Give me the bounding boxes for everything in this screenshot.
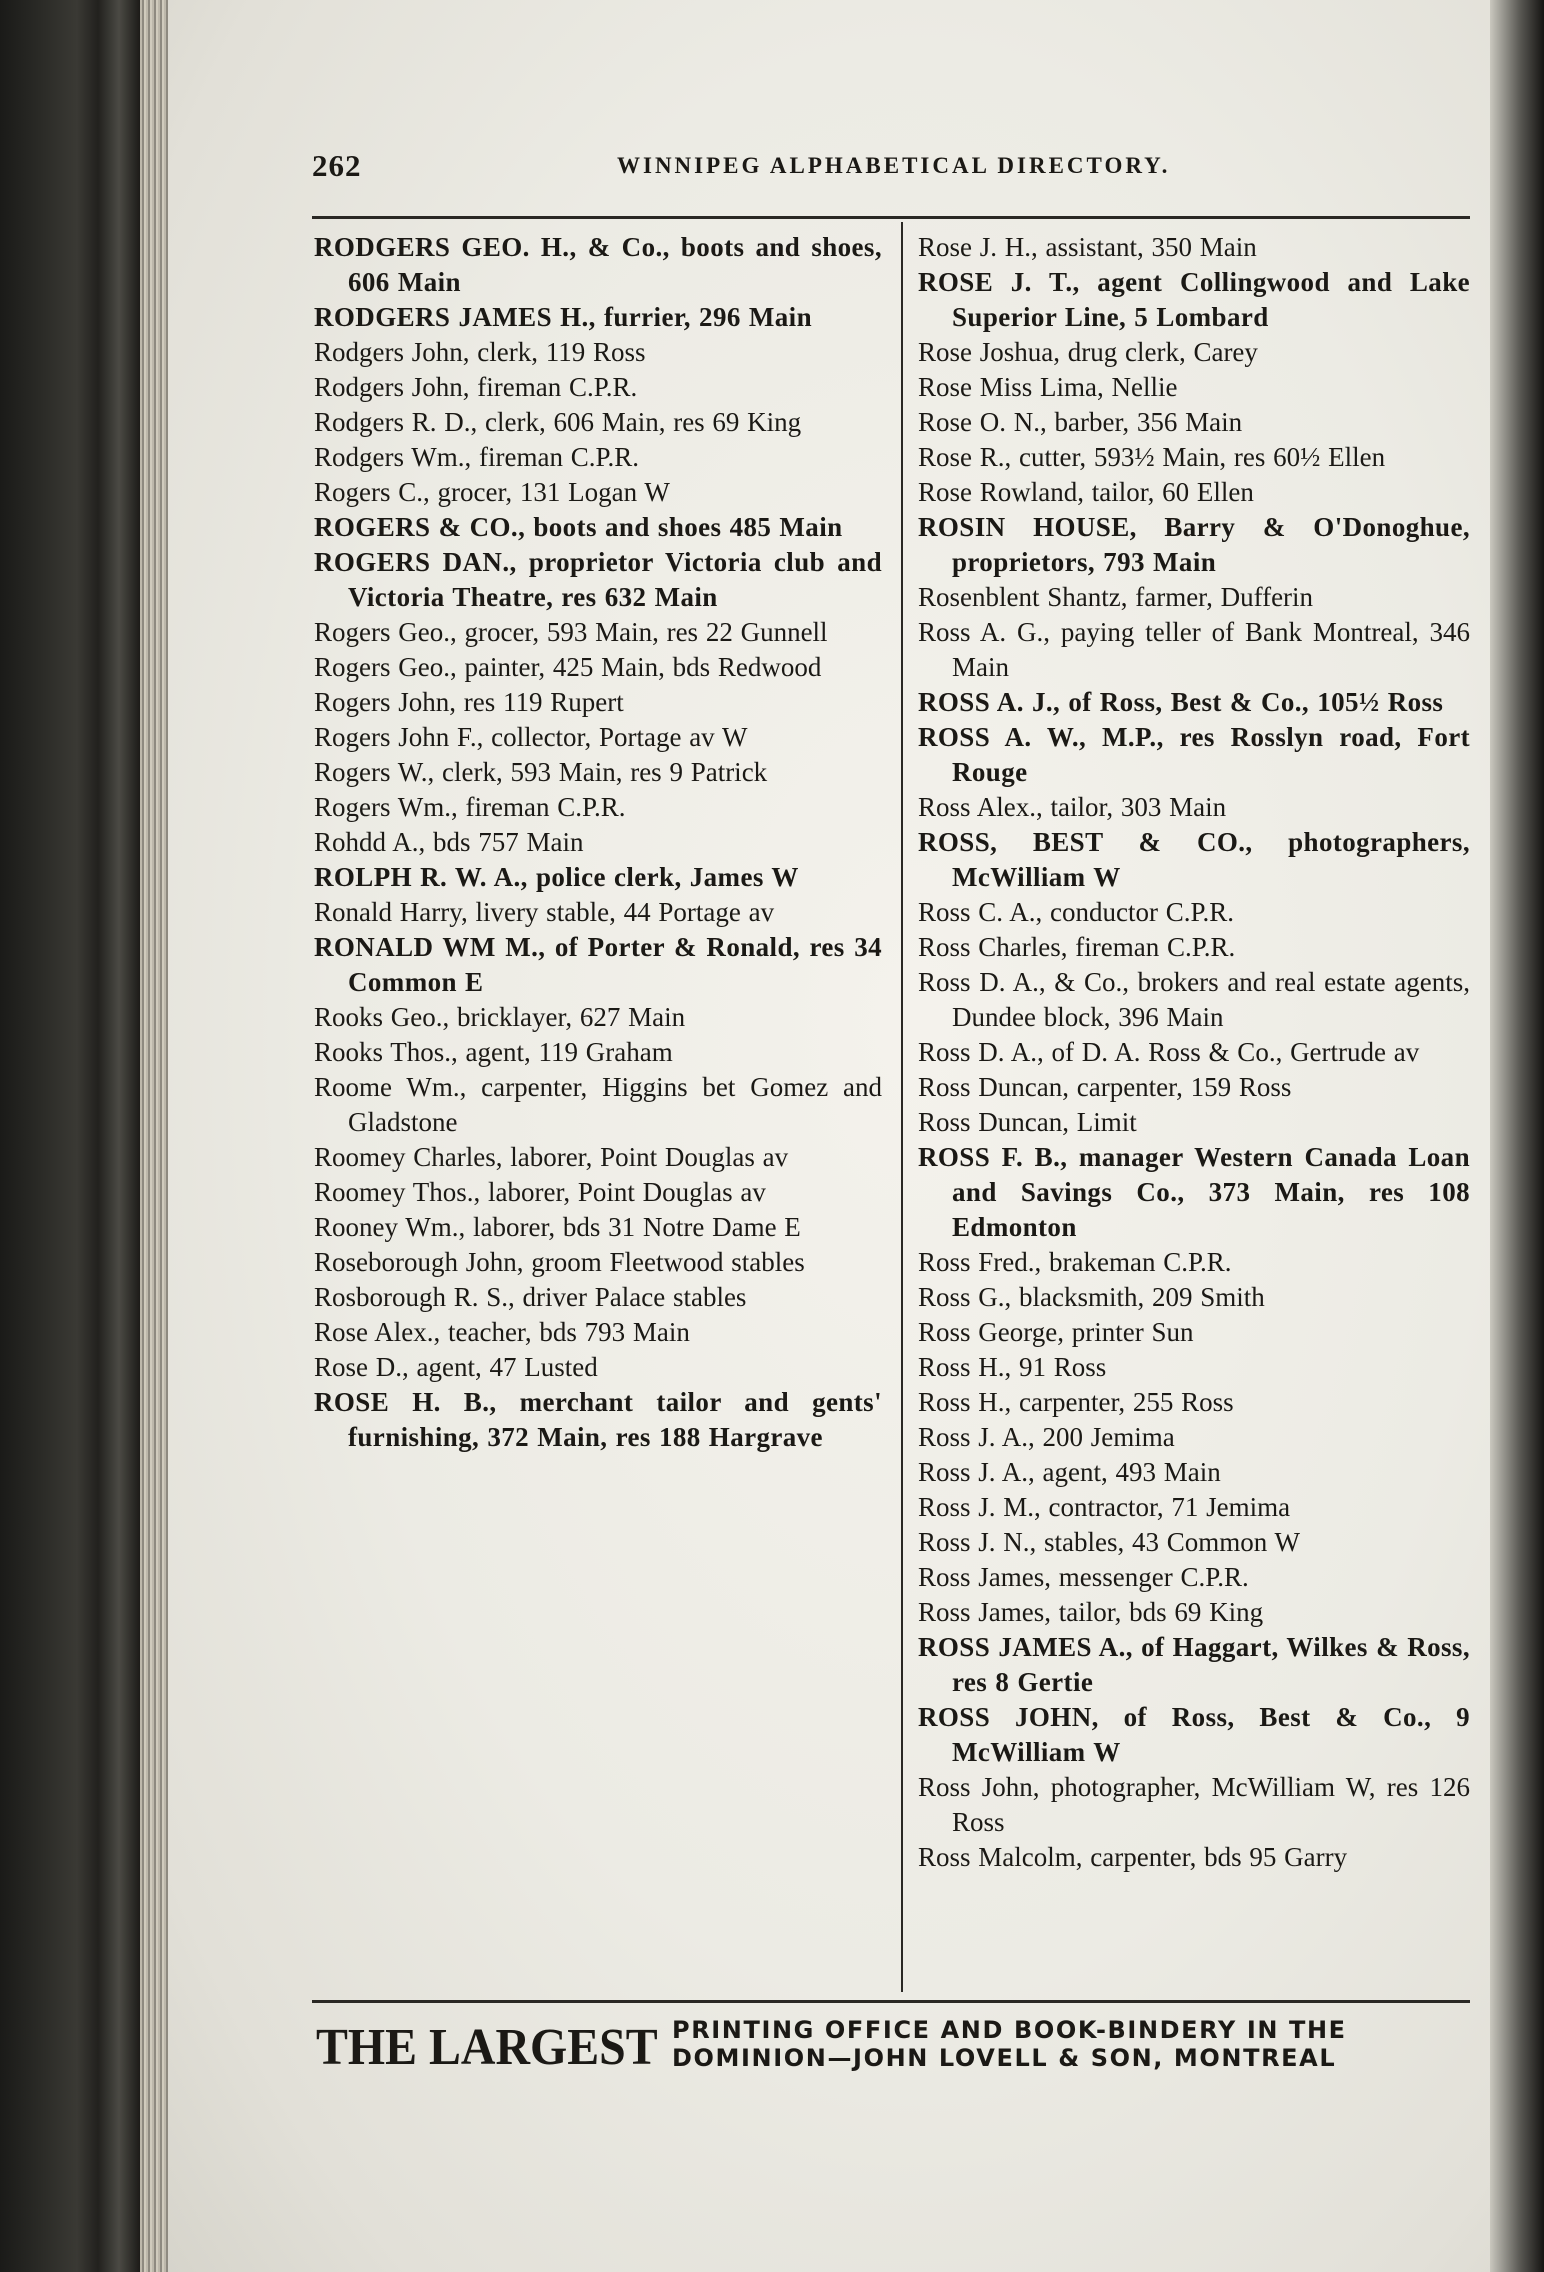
directory-entry: Rogers Wm., fireman C.P.R. xyxy=(314,792,626,822)
directory-entry: Rogers Geo., grocer, 593 Main, res 22 Gunnell xyxy=(314,617,828,647)
directory-entry: ROSS A. J., of Ross, Best & Co., 105½ Ross xyxy=(918,687,1444,717)
directory-entry: ROSE J. T., agent Collingwood and Lake Superior Line, 5 Lombard xyxy=(918,267,1470,332)
directory-entry: Rodgers R. D., clerk, 606 Main, res 69 King xyxy=(314,407,802,437)
directory-entry: Roseborough John, groom Fleetwood stables xyxy=(314,1247,805,1277)
directory-entry: Rogers C., grocer, 131 Logan W xyxy=(314,477,670,507)
directory-entry: ROSIN HOUSE, Barry & O'Donoghue, proprietors, 793 Main xyxy=(918,512,1470,577)
directory-entry: Rose O. N., barber, 356 Main xyxy=(918,407,1243,437)
directory-entry: Rooks Geo., bricklayer, 627 Main xyxy=(314,1002,686,1032)
directory-entry: Ross Alex., tailor, 303 Main xyxy=(918,792,1227,822)
directory-entry: Ross Duncan, Limit xyxy=(918,1107,1137,1137)
directory-entry: Ross J. N., stables, 43 Common W xyxy=(918,1527,1301,1557)
directory-entry: Roome Wm., carpenter, Higgins bet Gomez and Gladstone xyxy=(314,1072,882,1137)
directory-entry: Ross D. A., of D. A. Ross & Co., Gertrude av xyxy=(918,1037,1420,1067)
directory-entry: Roomey Charles, laborer, Point Douglas av xyxy=(314,1142,789,1172)
directory-entry: Rose Rowland, tailor, 60 Ellen xyxy=(918,477,1254,507)
directory-entry: Ross Duncan, carpenter, 159 Ross xyxy=(918,1072,1292,1102)
directory-entry: Rose Joshua, drug clerk, Carey xyxy=(918,337,1258,367)
directory-entry: Rodgers John, fireman C.P.R. xyxy=(314,372,638,402)
directory-entry: Rosenblent Shantz, farmer, Dufferin xyxy=(918,582,1314,612)
right-column xyxy=(918,230,1470,1875)
directory-entry: Rose Alex., teacher, bds 793 Main xyxy=(314,1317,690,1347)
directory-entry: ROSS A. W., M.P., res Rosslyn road, Fort Rouge xyxy=(918,722,1470,787)
directory-entry: Ross J. A., agent, 493 Main xyxy=(918,1457,1221,1487)
directory-entry: Rogers John, res 119 Rupert xyxy=(314,687,624,717)
directory-entry: ROSS JAMES A., of Haggart, Wilkes & Ross, res 8 Gertie xyxy=(918,1632,1470,1697)
directory-entry: Rohdd A., bds 757 Main xyxy=(314,827,584,857)
directory-entry: Ross H., 91 Ross xyxy=(918,1352,1107,1382)
directory-entry: Rodgers John, clerk, 119 Ross xyxy=(314,337,646,367)
directory-entry: ROSS F. B., manager Western Canada Loan and Savings Co., 373 Main, res 108 Edmonton xyxy=(918,1142,1470,1242)
directory-entry: Rose Miss Lima, Nellie xyxy=(918,372,1178,402)
footer-rule xyxy=(312,2000,1470,2003)
directory-entry: ROSS, BEST & CO., photographers, McWilliam W xyxy=(918,827,1470,892)
directory-entry: Roomey Thos., laborer, Point Douglas av xyxy=(314,1177,766,1207)
directory-entry: Ross Malcolm, carpenter, bds 95 Garry xyxy=(918,1842,1348,1872)
directory-entry: Rosborough R. S., driver Palace stables xyxy=(314,1282,747,1312)
directory-entry: Ronald Harry, livery stable, 44 Portage av xyxy=(314,897,775,927)
ad-headline: THE LARGEST xyxy=(316,2019,658,2076)
page-shadow xyxy=(1490,0,1544,2272)
directory-entry: ROGERS & CO., boots and shoes 485 Main xyxy=(314,512,843,542)
directory-entry: Ross Charles, fireman C.P.R. xyxy=(918,932,1236,962)
directory-entry: RONALD WM M., of Porter & Ronald, res 34 Common E xyxy=(314,932,882,997)
directory-entry: Rogers W., clerk, 593 Main, res 9 Patrick xyxy=(314,757,768,787)
directory-entry: Ross D. A., & Co., brokers and real estate agents, Dundee block, 396 Main xyxy=(918,967,1470,1032)
ad-line-1: PRINTING OFFICE AND BOOK-BINDERY IN THE xyxy=(672,2016,1347,2044)
directory-entry: ROLPH R. W. A., police clerk, James W xyxy=(314,862,799,892)
directory-entry: ROGERS DAN., proprietor Victoria club and Victoria Theatre, res 632 Main xyxy=(314,547,882,612)
directory-entry: Ross John, photographer, McWilliam W, res 126 Ross xyxy=(918,1772,1470,1837)
page-edges xyxy=(140,0,168,2272)
directory-entry: Ross G., blacksmith, 209 Smith xyxy=(918,1282,1265,1312)
running-title: WINNIPEG ALPHABETICAL DIRECTORY. xyxy=(617,153,1171,178)
directory-entry: Ross George, printer Sun xyxy=(918,1317,1194,1347)
ad-text xyxy=(672,2016,1472,2072)
header-rule xyxy=(312,216,1470,219)
directory-entry: Rose D., agent, 47 Lusted xyxy=(314,1352,598,1382)
directory-entry: Rose J. H., assistant, 350 Main xyxy=(918,232,1257,262)
directory-entry: Ross James, messenger C.P.R. xyxy=(918,1562,1249,1592)
directory-entry: Ross James, tailor, bds 69 King xyxy=(918,1597,1264,1627)
left-column xyxy=(314,230,882,1455)
book-spine xyxy=(0,0,140,2272)
directory-entry: ROSS JOHN, of Ross, Best & Co., 9 McWilliam W xyxy=(918,1702,1470,1767)
directory-entry: Ross A. G., paying teller of Bank Montreal, 346 Main xyxy=(918,617,1470,682)
directory-entry: Ross Fred., brakeman C.P.R. xyxy=(918,1247,1232,1277)
footer-advertisement xyxy=(312,2012,1470,2088)
page-number: 262 xyxy=(312,148,362,183)
directory-entry: Ross H., carpenter, 255 Ross xyxy=(918,1387,1234,1417)
directory-entry: RODGERS JAMES H., furrier, 296 Main xyxy=(314,302,812,332)
directory-entry: RODGERS GEO. H., & Co., boots and shoes, 606 Main xyxy=(314,232,882,297)
directory-entry: Rogers John F., collector, Portage av W xyxy=(314,722,748,752)
page-header xyxy=(312,148,1470,188)
directory-entry: Rogers Geo., painter, 425 Main, bds Redwood xyxy=(314,652,822,682)
directory-entry: ROSE H. B., merchant tailor and gents' furnishing, 372 Main, res 188 Hargrave xyxy=(314,1387,882,1452)
directory-entry: Rooney Wm., laborer, bds 31 Notre Dame E xyxy=(314,1212,801,1242)
directory-entry: Ross C. A., conductor C.P.R. xyxy=(918,897,1235,927)
column-divider xyxy=(901,222,903,1992)
directory-entry: Rooks Thos., agent, 119 Graham xyxy=(314,1037,673,1067)
directory-entry: Ross J. M., contractor, 71 Jemima xyxy=(918,1492,1291,1522)
directory-entry: Rodgers Wm., fireman C.P.R. xyxy=(314,442,639,472)
directory-entry: Rose R., cutter, 593½ Main, res 60½ Ellen xyxy=(918,442,1386,472)
directory-entry: Ross J. A., 200 Jemima xyxy=(918,1422,1175,1452)
ad-line-2: DOMINION—JOHN LOVELL & SON, MONTREAL xyxy=(672,2044,1337,2072)
